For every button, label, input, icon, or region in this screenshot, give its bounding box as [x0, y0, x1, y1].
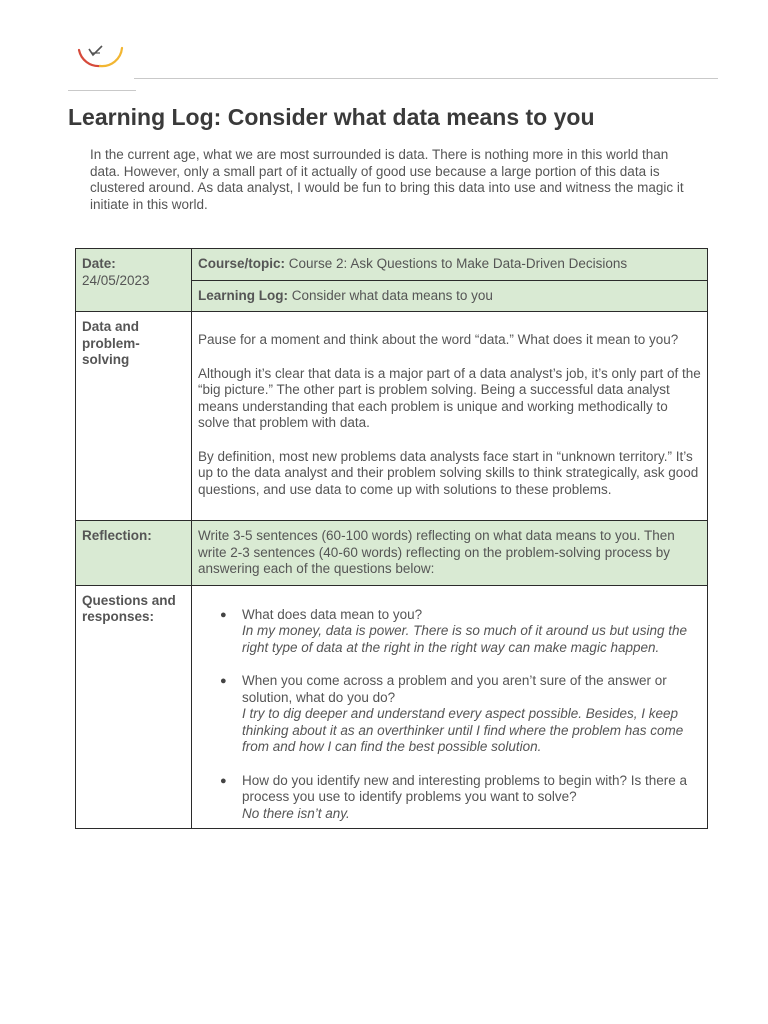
date-cell — [76, 249, 192, 312]
question-item — [220, 606, 701, 657]
logo-icon — [76, 38, 126, 68]
date-label: Date: — [82, 256, 116, 271]
course-cell — [192, 249, 708, 281]
question-item — [220, 673, 701, 756]
question-text: When you come across a problem and you aren’t sure of the answer or solution, what do you do? — [242, 673, 667, 705]
question-text: What does data mean to you? — [242, 606, 423, 622]
questions-list — [198, 607, 701, 823]
dps-paragraph: By definition, most new problems data analysts face start in “unknown territory.” It’s up to the data analyst and their problem solving skills to think strategically, ask good questions, and use data to come up with solutions to these problems. — [198, 448, 699, 497]
reflection-label: Reflection: — [82, 528, 152, 543]
date-value: 24/05/2023 — [82, 272, 150, 288]
page-title: Learning Log: Consider what data means to you — [68, 104, 595, 130]
dps-paragraph: Pause for a moment and think about the word “data.” What does it mean to you? — [198, 332, 679, 347]
qr-label: Questions and responses: — [82, 592, 176, 624]
dps-content-cell — [192, 312, 708, 521]
answer-text: I try to dig deeper and understand every aspect possible. Besides, I keep thinking about it as an overthinker until I find where the problem has come from and how I can find the best possible solution. — [242, 706, 684, 754]
dps-paragraph: Although it’s clear that data is a major part of a data analyst’s job, it’s only part of the “big picture.” The other part is problem solving. Being a successful data analyst means understanding that each problem is unique and working methodically to solve that problem with data. — [198, 365, 701, 430]
log-cell — [192, 280, 708, 312]
course-label: Course/topic: — [198, 256, 286, 271]
question-text: How do you identify new and interesting problems to begin with? Is there a process you use to identify problems you want to solve? — [242, 772, 688, 804]
reflection-label-cell — [76, 521, 192, 586]
intro-paragraph: In the current age, what we are most surrounded is data. There is nothing more in this world than data. However, only a small part of it actually of good use because a large portion of this data is clustered around. As data analyst, I would be fun to bring this data into use and witness the magic it initiate in this world. — [90, 147, 684, 212]
qr-label-cell — [76, 585, 192, 829]
header-divider-short — [68, 90, 136, 91]
header-divider — [134, 78, 718, 79]
bullet-icon: ● — [220, 675, 227, 687]
course-value: Course 2: Ask Questions to Make Data-Driven Decisions — [288, 256, 628, 271]
log-value: Consider what data means to you — [291, 287, 493, 303]
log-label: Learning Log: — [198, 287, 288, 303]
answer-text: In my money, data is power. There is so much of it around us but using the right type of data at the right in the right way can make magic happen. — [242, 623, 687, 655]
reflection-text: Write 3-5 sentences (60-100 words) reflecting on what data means to you. Then write 2-3 sentences (40-60 words) reflecting on the problem-solving process by answering each of the questions below: — [198, 528, 675, 576]
answer-text: No there isn’t any. — [242, 805, 350, 821]
bullet-icon: ● — [220, 608, 227, 621]
reflection-content-cell — [192, 521, 708, 586]
question-item — [220, 772, 701, 823]
bullet-icon: ● — [220, 774, 227, 787]
dps-label-cell — [76, 312, 192, 521]
qr-content-cell — [192, 585, 708, 829]
dps-label: Data and problem-solving — [82, 319, 140, 367]
learning-log-table — [75, 248, 708, 829]
